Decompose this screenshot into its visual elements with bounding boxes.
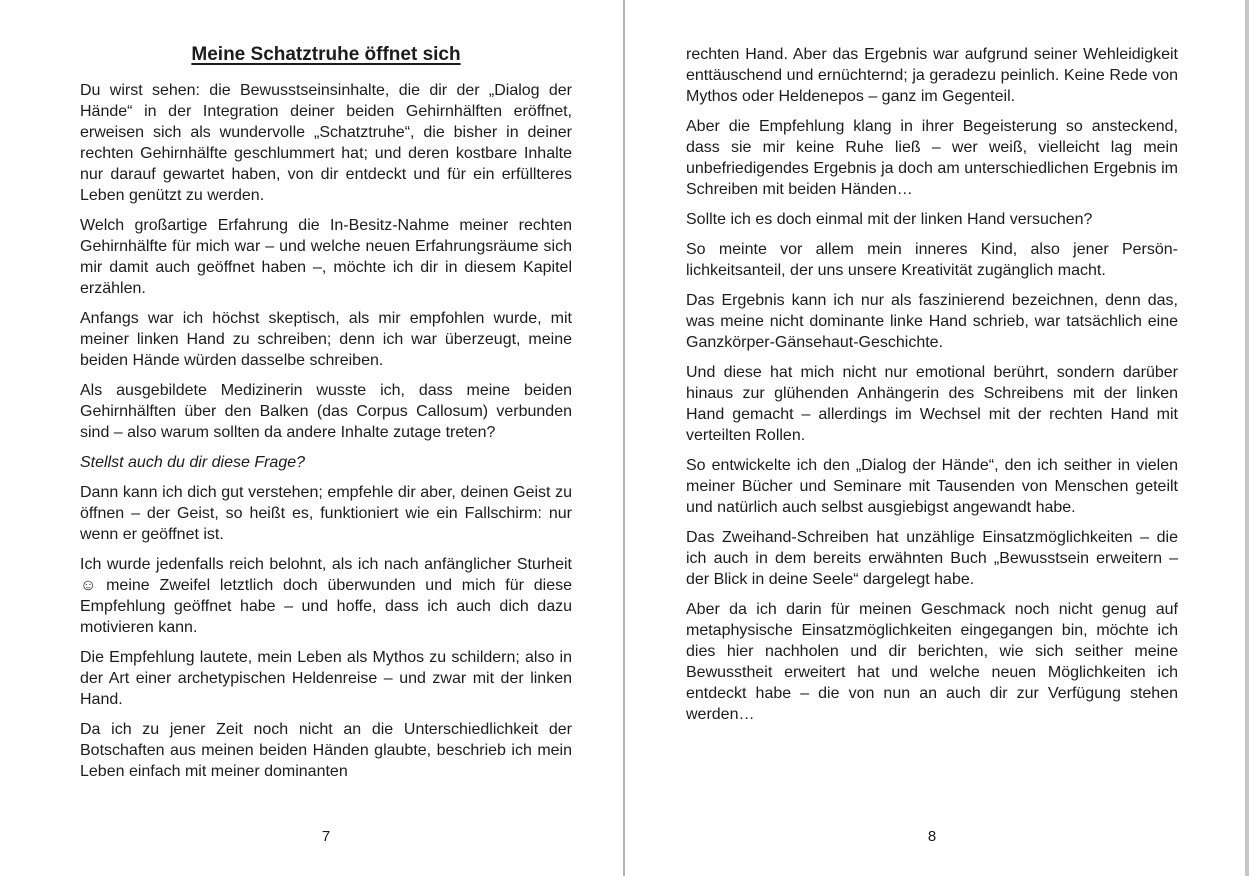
- paragraph: Ich wurde jedenfalls reich belohnt, als ich nach anfänglicher Sturheit ☺ meine Zweifel letztlich doch überwunden und mich für diese Empfehlung geöffnet habe – und hoffe, dass ich auch dich dazu motivieren kann.: [80, 556, 572, 636]
- page-right: [686, 0, 1178, 876]
- paragraph: Anfangs war ich höchst skeptisch, als mir empfohlen wurde, mit meiner linken Hand zu schreiben; denn ich war überzeugt, meine beiden Hände würden dasselbe schreiben.: [80, 310, 572, 369]
- page-left-content: [80, 0, 572, 782]
- question-paragraph: Stellst auch du dir diese Frage?: [80, 454, 306, 471]
- paragraph: Das Zweihand-Schreiben hat unzählige Einsatzmöglichkeiten – die ich auch in dem bereits erwähnten Buch „Bewusstsein erweitern – der Blick in deine Seele“ dargelegt habe.: [686, 529, 1178, 588]
- paragraph: So entwickelte ich den „Dialog der Hände“, den ich seither in vielen meiner Bücher und Seminare mit Tausenden von Menschen geteilt und natürlich auch selbst ausgiebigst angewandt habe.: [686, 457, 1178, 516]
- paragraph: Aber da ich darin für meinen Geschmack noch nicht genug auf metaphysische Einsatzmöglichkeiten eingegangen bin, möchte ich dies hier nachholen und dir berichten, wie sich seither meine Bewusstheit erweitert hat und welche neuen Möglichkeiten ich entdeckt habe – die von nun an auch dir zur Verfügung stehen werden…: [686, 601, 1178, 723]
- chapter-heading: Meine Schatztruhe öffnet sich: [191, 44, 461, 65]
- paragraph: Und diese hat mich nicht nur emotional berührt, sondern darüber hinaus zur glühenden Anhängerin des Schreibens mit der linken Hand gemacht – allerdings im Wechsel mit der rechten Hand mit verteilten Rollen.: [686, 364, 1178, 444]
- page-right-content: [686, 0, 1178, 725]
- page-divider: [623, 0, 625, 876]
- paragraph: rechten Hand. Aber das Ergebnis war aufgrund seiner Wehleidigkeit enttäuschend und ernüchternd; ja geradezu peinlich. Keine Rede von Mythos oder Heldenepos – ganz im Gegenteil.: [686, 46, 1178, 105]
- paragraph: Welch großartige Erfahrung die In-Besitz-Nahme meiner rechten Gehirnhälfte für mich war – und welche neuen Erfahrungsräume sich mir damit auch geöffnet haben –, möchte ich dir in diesem Kapitel erzählen.: [80, 217, 572, 297]
- page-number-right: 8: [927, 828, 937, 845]
- page-left: [80, 0, 572, 876]
- paragraph: Da ich zu jener Zeit noch nicht an die Unterschiedlichkeit der Botschaften aus meinen beiden Händen glaubte, beschrieb ich mein Leben einfach mit meiner dominanten: [80, 721, 572, 780]
- paragraph: Dann kann ich dich gut verstehen; empfehle dir aber, deinen Geist zu öffnen – der Geist, so heißt es, funktioniert wie ein Fallschirm: nur wenn er geöffnet ist.: [80, 484, 572, 543]
- paragraph: Als ausgebildete Medizinerin wusste ich, dass meine beiden Gehirnhälften über den Balken (das Corpus Callosum) verbunden sind – also warum sollten da andere Inhalte zutage treten?: [80, 382, 572, 441]
- paragraph: Die Empfehlung lautete, mein Leben als Mythos zu schildern; also in der Art einer archetypischen Heldenreise – und zwar mit der linken Hand.: [80, 649, 572, 708]
- paragraph: Du wirst sehen: die Bewusstseinsinhalte, die dir der „Dialog der Hände“ in der Integration deiner beiden Gehirnhälften eröffnet, erweisen sich als wundervolle „Schatztruhe“, die bisher in deiner rechten Gehirnhälfte geschlummert hat; und deren kostbare Inhalte nur darauf gewartet haben, von dir entdeckt und für ein erfüllteres Leben genützt zu werden.: [80, 82, 572, 204]
- paragraph: So meinte vor allem mein inneres Kind, also jener Persönlichkeitsanteil, der uns unsere Kreativität zugänglich macht.: [686, 241, 1178, 279]
- page-number-left: 7: [321, 828, 331, 845]
- paragraph: Aber die Empfehlung klang in ihrer Begeisterung so ansteckend, dass sie mir keine Ruhe ließ – wer weiß, vielleicht lag mein unbefriedigendes Ergebnis ja doch am unterschiedlichen Ergebnis im Schreiben mit beiden Händen…: [686, 118, 1178, 198]
- paragraph: Das Ergebnis kann ich nur als faszinierend bezeichnen, denn das, was meine nicht dominante linke Hand schrieb, war tatsächlich eine Ganzkörper-Gänsehaut-Geschichte.: [686, 292, 1178, 351]
- paragraph: Sollte ich es doch einmal mit der linken Hand versuchen?: [686, 211, 1093, 228]
- right-edge-divider: [1245, 0, 1249, 876]
